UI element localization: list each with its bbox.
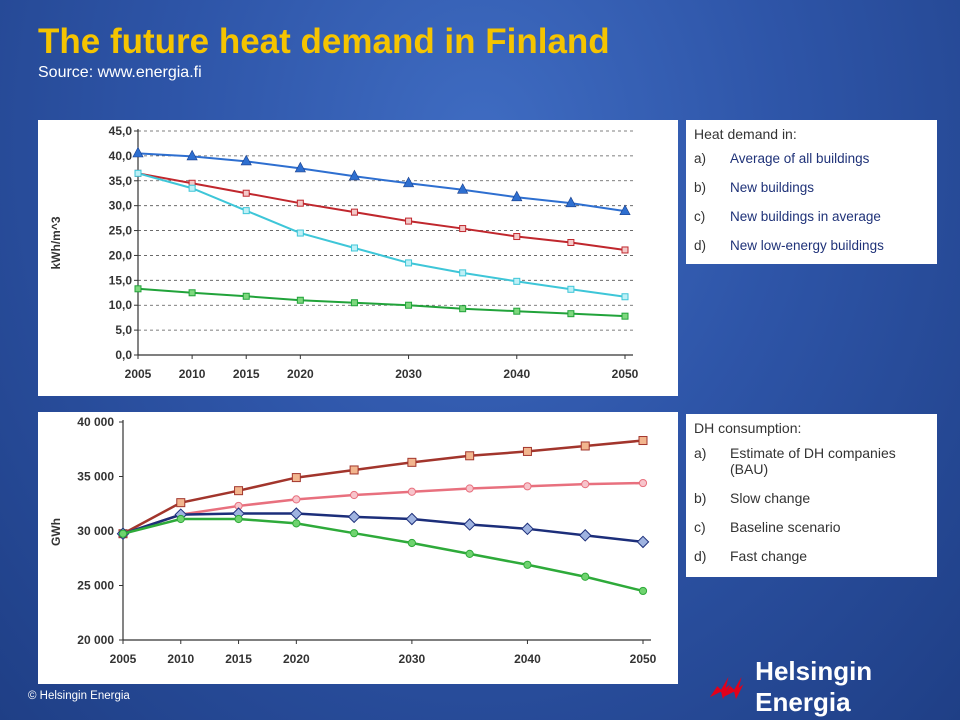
heat-demand-legend — [686, 120, 937, 264]
legend-label: New buildings in average — [730, 209, 881, 224]
data-point-c — [580, 530, 591, 541]
data-point-d — [235, 515, 242, 522]
data-point-c — [460, 270, 466, 276]
legend-label: New buildings — [730, 180, 815, 195]
y-tick-label: 10,0 — [108, 298, 132, 313]
x-tick-label: 2005 — [109, 652, 137, 666]
data-point-d — [622, 313, 628, 319]
y-axis-label: kWh/m^3 — [49, 216, 63, 270]
y-tick-label: 35 000 — [77, 469, 114, 484]
x-tick-label: 2015 — [232, 367, 260, 381]
dh-consumption-legend — [686, 414, 937, 577]
data-point-d — [514, 308, 520, 314]
legend-label: Slow change — [730, 490, 811, 506]
y-tick-label: 40 000 — [77, 415, 114, 429]
data-point-d — [189, 290, 195, 296]
data-point-d — [351, 530, 358, 537]
helsingin-energia-logo — [708, 656, 960, 718]
data-point-a — [408, 458, 416, 466]
data-point-c — [406, 513, 417, 524]
data-point-c — [522, 523, 533, 534]
legend-label: Average of all buildings — [730, 151, 870, 166]
y-tick-label: 20 000 — [77, 633, 114, 647]
data-point-b — [514, 234, 520, 240]
data-point-c — [349, 511, 360, 522]
legend-letter: c) — [694, 519, 706, 535]
series-line-b — [138, 173, 625, 250]
data-point-d — [460, 306, 466, 312]
data-point-d — [119, 530, 126, 537]
legend-label: Estimate of DH companies (BAU) — [730, 445, 896, 477]
data-point-a — [133, 147, 143, 157]
x-tick-label: 2020 — [286, 367, 314, 381]
legend-label: Baseline scenario — [730, 519, 841, 535]
series-line-c — [138, 173, 625, 296]
data-point-d — [408, 539, 415, 546]
legend-letter: d) — [694, 238, 707, 253]
x-tick-label: 2030 — [398, 652, 426, 666]
data-point-c — [189, 185, 195, 191]
x-tick-label: 2005 — [124, 367, 152, 381]
legend-label: Fast change — [730, 548, 808, 564]
data-point-d — [568, 311, 574, 317]
data-point-a — [466, 452, 474, 460]
legend-item-a — [694, 445, 927, 477]
data-point-a — [350, 466, 358, 474]
series-line-d — [138, 289, 625, 316]
data-point-a — [187, 150, 197, 160]
y-tick-label: 45,0 — [108, 124, 132, 138]
data-point-a — [581, 442, 589, 450]
data-point-c — [135, 170, 141, 176]
data-point-c — [568, 286, 574, 292]
legend-item-d — [694, 238, 927, 254]
legend-item-d — [694, 548, 927, 564]
data-point-a — [639, 437, 647, 445]
x-tick-label: 2010 — [167, 652, 195, 666]
logo-text: Helsingin Energia — [755, 656, 873, 717]
data-point-b — [582, 481, 589, 488]
slide-title: The future heat demand in Finland — [38, 22, 610, 61]
data-point-b — [639, 479, 646, 486]
legend-item-b — [694, 180, 927, 196]
legend-letter: d) — [694, 548, 707, 564]
data-point-d — [639, 587, 646, 594]
dh-consumption-chart — [38, 412, 678, 684]
copyright-text: © Helsingin Energia — [28, 690, 130, 702]
data-point-d — [293, 520, 300, 527]
data-point-b — [293, 496, 300, 503]
legend-letter: c) — [694, 209, 706, 224]
series-line-d — [123, 519, 643, 591]
data-point-a — [292, 474, 300, 482]
y-tick-label: 5,0 — [115, 323, 132, 338]
source-caption: Source: www.energia.fi — [38, 64, 202, 81]
data-point-c — [514, 278, 520, 284]
data-point-c — [291, 508, 302, 519]
data-point-b — [351, 491, 358, 498]
data-point-d — [351, 300, 357, 306]
data-point-a — [177, 499, 185, 507]
data-point-c — [464, 519, 475, 530]
data-point-b — [460, 226, 466, 232]
data-point-d — [466, 550, 473, 557]
y-tick-label: 15,0 — [108, 273, 132, 288]
x-tick-label: 2040 — [514, 652, 541, 666]
legend-letter: b) — [694, 180, 707, 195]
data-point-b — [408, 488, 415, 495]
legend-item-b — [694, 490, 927, 506]
data-point-b — [622, 247, 628, 253]
data-point-c — [351, 245, 357, 251]
y-tick-label: 40,0 — [108, 148, 132, 163]
legend-letter: a) — [694, 445, 707, 461]
series-line-a — [138, 153, 625, 211]
data-point-c — [622, 294, 628, 300]
data-point-b — [466, 485, 473, 492]
y-tick-label: 30 000 — [77, 524, 114, 538]
data-point-a — [235, 487, 243, 495]
legend-item-a — [694, 151, 927, 167]
legend-item-c — [694, 209, 927, 225]
y-tick-label: 25 000 — [77, 578, 114, 593]
legend-label: New low-energy buildings — [730, 238, 884, 253]
data-point-c — [297, 230, 303, 236]
data-point-d — [243, 293, 249, 299]
x-tick-label: 2050 — [629, 652, 657, 666]
x-tick-label: 2015 — [225, 652, 252, 666]
y-tick-label: 35,0 — [108, 173, 132, 188]
heat-demand-chart — [38, 120, 678, 396]
y-tick-label: 20,0 — [108, 248, 132, 263]
y-axis-label: GWh — [49, 518, 63, 546]
data-point-b — [297, 200, 303, 206]
series-line-b — [123, 483, 643, 534]
data-point-b — [243, 190, 249, 196]
x-tick-label: 2020 — [282, 652, 310, 666]
heat-demand-chart-svg — [38, 120, 678, 396]
data-point-c — [243, 208, 249, 214]
y-tick-label: 30,0 — [108, 198, 132, 213]
legend-heading: Heat demand in: — [694, 126, 797, 142]
y-tick-label: 25,0 — [108, 223, 132, 238]
data-point-d — [177, 515, 184, 522]
lightning-logo-icon — [708, 672, 747, 702]
data-point-d — [135, 286, 141, 292]
legend-heading: DH consumption: — [694, 420, 802, 436]
data-point-d — [297, 297, 303, 303]
data-point-b — [524, 483, 531, 490]
data-point-b — [351, 209, 357, 215]
legend-letter: a) — [694, 151, 707, 166]
data-point-a — [523, 447, 531, 455]
data-point-d — [582, 573, 589, 580]
legend-item-c — [694, 519, 927, 535]
data-point-d — [524, 561, 531, 568]
x-tick-label: 2040 — [503, 367, 531, 381]
data-point-b — [568, 240, 574, 246]
x-tick-label: 2030 — [395, 367, 422, 381]
dh-consumption-chart-svg — [38, 412, 678, 684]
data-point-d — [406, 302, 412, 308]
x-tick-label: 2050 — [611, 367, 639, 381]
data-point-b — [406, 218, 412, 224]
legend-letter: b) — [694, 490, 707, 506]
data-point-c — [406, 260, 412, 266]
x-tick-label: 2010 — [178, 367, 206, 381]
data-point-c — [637, 536, 648, 547]
y-tick-label: 0,0 — [115, 348, 132, 362]
